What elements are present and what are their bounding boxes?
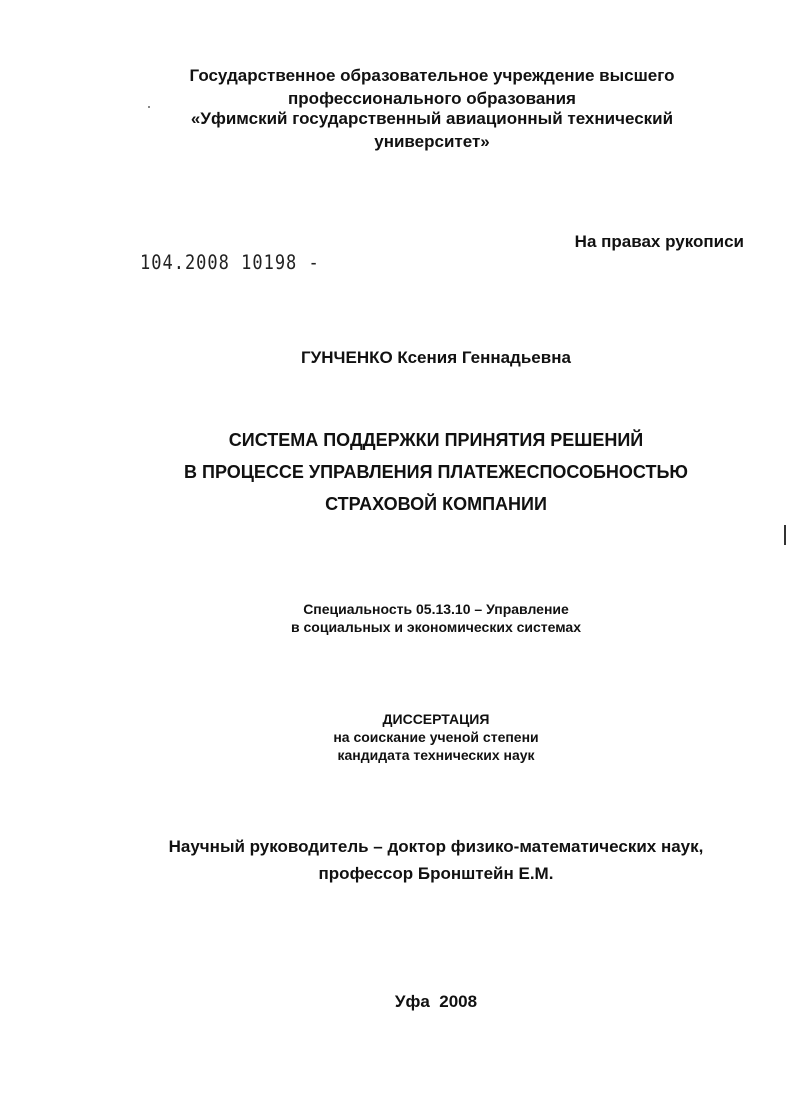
- institution-line-3: «Уфимский государственный авиационный технический: [190, 109, 674, 128]
- title-line-3: СТРАХОВОЙ КОМПАНИИ: [325, 494, 547, 514]
- dissertation-line-2: на соискание ученой степени: [333, 729, 539, 745]
- specialty-line-2: в социальных и экономических системах: [291, 619, 581, 635]
- title-line-2: В ПРОЦЕССЕ УПРАВЛЕНИЯ ПЛАТЕЖЕСПОСОБНОСТЬЮ: [184, 462, 688, 482]
- place-year: Уфа 2008: [394, 992, 478, 1011]
- rights-note: На правах рукописи: [574, 232, 744, 251]
- registration-stamp: 104.2008 10198 -: [140, 251, 320, 275]
- supervisor-line-1: Научный руководитель – доктор физико-математических наук,: [168, 837, 704, 856]
- author-name: ГУНЧЕНКО Ксения Геннадьевна: [301, 348, 571, 367]
- dissertation-heading: ДИССЕРТАЦИЯ: [382, 711, 490, 727]
- institution-line-1: Государственное образовательное учреждение высшего: [189, 66, 675, 85]
- supervisor-line-2: профессор Бронштейн Е.М.: [318, 864, 554, 883]
- dissertation-line-3: кандидата технических наук: [337, 747, 535, 763]
- institution-line-2: профессионального образования: [288, 89, 576, 108]
- title-line-1: СИСТЕМА ПОДДЕРЖКИ ПРИНЯТИЯ РЕШЕНИЙ: [228, 430, 644, 450]
- margin-mark: [784, 525, 786, 545]
- scan-speck: [148, 106, 150, 108]
- specialty-line-1: Специальность 05.13.10 – Управление: [303, 601, 569, 617]
- institution-line-4: университет»: [374, 132, 490, 151]
